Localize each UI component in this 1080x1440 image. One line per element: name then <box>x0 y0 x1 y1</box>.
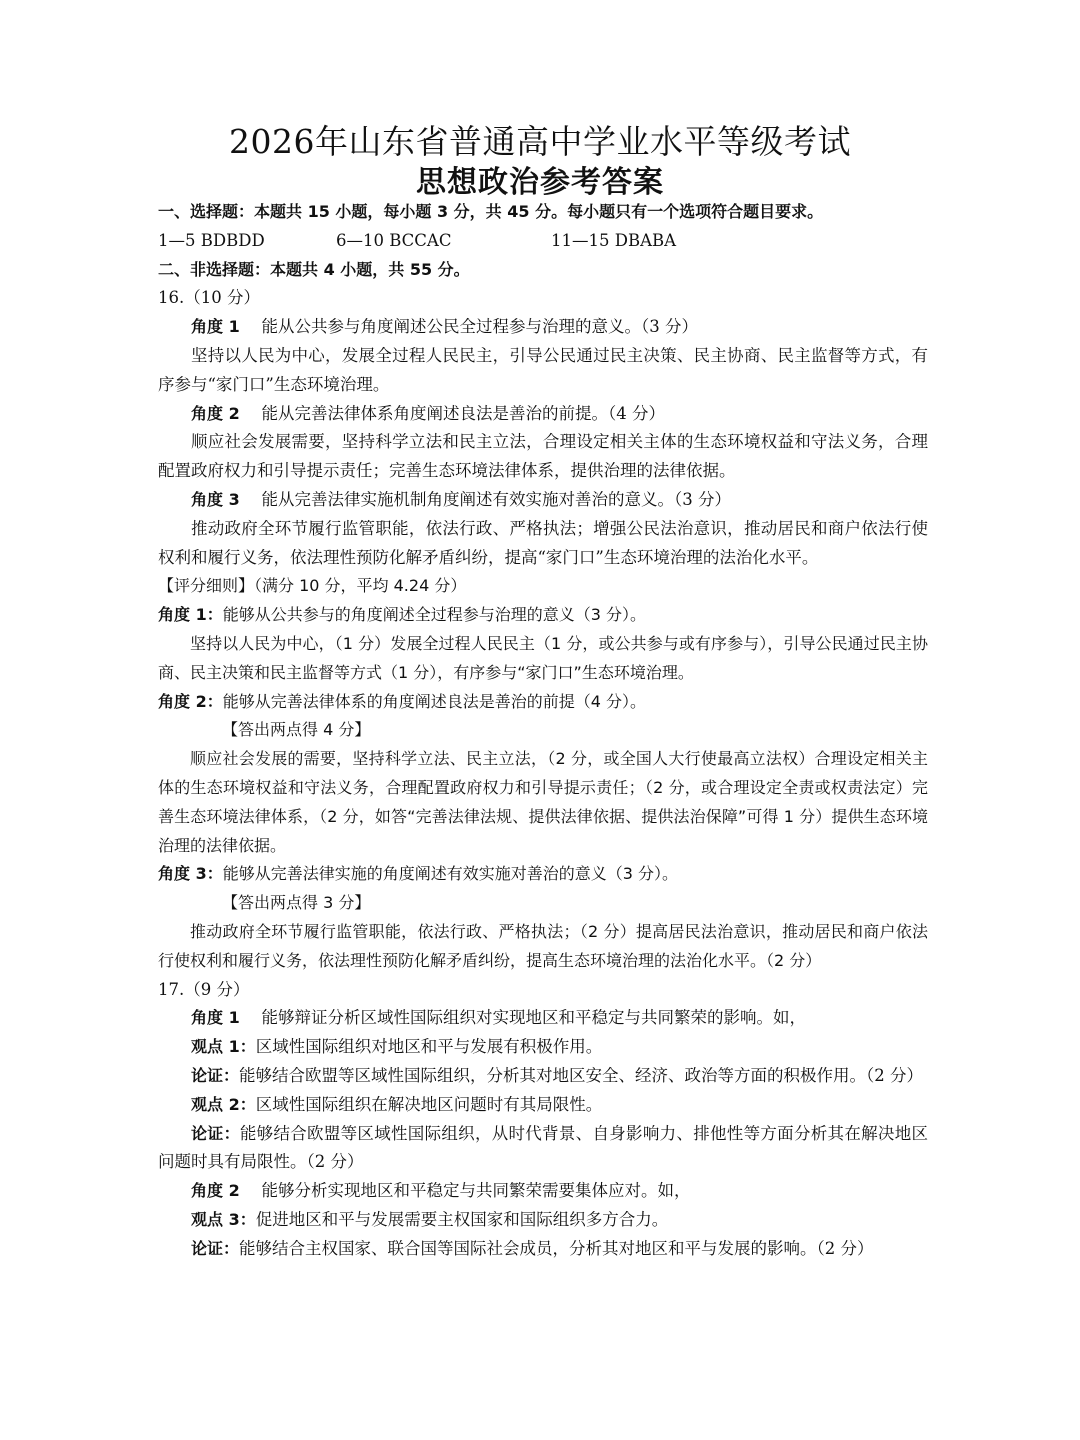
q16-angle-3-text: 能从完善法律实施机制角度阐述有效实施对善治的意义。（3 分） <box>261 489 731 509</box>
q16-angle-2 <box>158 400 928 429</box>
q16-angle-2-text: 能从完善法律体系角度阐述良法是善治的前提。（4 分） <box>261 403 665 423</box>
q17-view-2 <box>158 1091 928 1120</box>
q16-angle-2-body: 顺应社会发展需要，坚持科学立法和民主立法，合理设定相关主体的生态环境权益和守法义务，合理配置政府权力和引导提示责任；完善生态环境法律体系，提供治理的法律依据。 <box>158 432 928 481</box>
q17-argument-1 <box>158 1062 928 1091</box>
q17-angle-1-text: 能够辩证分析区域性国际组织对实现地区和平稳定与共同繁荣的影响。如， <box>261 1008 806 1028</box>
q16-rubric-title: 【评分细则】（满分 10 分，平均 4.24 分） <box>158 576 467 596</box>
q17-view-2-label: 观点 2： <box>191 1094 256 1114</box>
q16-rubric-2 <box>158 688 928 717</box>
choice-answer-1-5: 1—5 BDBDD <box>158 230 265 250</box>
q17-angle-1-label: 角度 1 <box>191 1008 240 1028</box>
q16-angle-1-body: 坚持以人民为中心，发展全过程人民民主，引导公民通过民主决策、民主协商、民主监督等方式，有序参与“家门口”生态环境治理。 <box>158 345 928 394</box>
q16-angle-1 <box>158 313 928 342</box>
q16-rubric-3-label: 角度 3： <box>158 864 223 884</box>
q16-rubric-2-body: 顺应社会发展的需要，坚持科学立法、民主立法，（2 分，或全国人大行使最高立法权）合理设定相关主体的生态环境权益和守法义务，合理配置政府权力和引导提示责任；（2 分，或合理设定全责或权责法定）完善生态环境法律体系，（2 分，如答“完善法律法规、提供法律依据、提供法治保障”可得 1 分）提供生态环境治理的法律依据。 <box>158 749 928 855</box>
q16-rubric-3-body: 推动政府全环节履行监管职能，依法行政、严格执法；（2 分）提高居民法治意识，推动居民和商户依法行使权利和履行义务，依法理性预防化解矛盾纠纷，提高生态环境治理的法治化水平。（2 分） <box>158 921 928 970</box>
q17-argument-2 <box>158 1120 928 1178</box>
q16-rubric-2-text: 能够从完善法律体系的角度阐述良法是善治的前提（4 分）。 <box>222 691 646 711</box>
page-title: 2026年山东省普通高中学业水平等级考试 <box>229 122 851 161</box>
choice-answer-11-15: 11—15 DBABA <box>551 230 677 250</box>
q17-view-3-label: 观点 3： <box>191 1209 256 1229</box>
q17-angle-2 <box>158 1177 928 1206</box>
q17-view-1-label: 观点 1： <box>191 1037 256 1057</box>
q17-angle-1 <box>158 1004 928 1033</box>
choice-answer-6-10: 6—10 BCCAC <box>336 230 452 250</box>
q17-argument-2-text: 能够结合欧盟等区域性国际组织，从时代背景、自身影响力、排他性等方面分析其在解决地区问题时具有局限性。（2 分） <box>158 1123 928 1172</box>
q16-rubric-1-body: 坚持以人民为中心，（1 分）发展全过程人民民主（1 分，或公共参与或有序参与），引导公民通过民主协商、民主决策和民主监督等方式（1 分），有序参与“家门口”生态环境治理。 <box>158 633 928 682</box>
q16-label: 16.（10 分） <box>158 288 260 308</box>
q17-argument-1-text: 能够结合欧盟等区域性国际组织，分析其对地区安全、经济、政治等方面的积极作用。（2 分） <box>239 1065 924 1085</box>
q16-rubric-3-note: 【答出两点得 3 分】 <box>222 893 371 913</box>
section-2-heading: 二、非选择题：本题共 4 小题，共 55 分。 <box>158 259 470 279</box>
q17-argument-2-label: 论证： <box>191 1123 240 1143</box>
q17-view-3-text: 促进地区和平与发展需要主权国家和国际组织多方合力。 <box>255 1209 669 1229</box>
answer-content <box>158 198 928 1263</box>
q17-view-3 <box>158 1206 928 1235</box>
q17-view-1 <box>158 1033 928 1062</box>
page-subtitle: 思想政治参考答案 <box>416 165 664 200</box>
q16-angle-3-body: 推动政府全环节履行监管职能，依法行政、严格执法；增强公民法治意识，推动居民和商户依法行使权利和履行义务，依法理性预防化解矛盾纠纷，提高“家门口”生态环境治理的法治化水平。 <box>158 518 928 567</box>
q16-rubric-1-text: 能够从公共参与的角度阐述全过程参与治理的意义（3 分）。 <box>222 605 646 625</box>
choice-answers <box>158 227 928 256</box>
q17-view-1-text: 区域性国际组织对地区和平与发展有积极作用。 <box>255 1037 603 1057</box>
q16-rubric-1-label: 角度 1： <box>158 605 223 625</box>
q16-angle-3-label: 角度 3 <box>191 489 240 509</box>
q16-rubric-2-label: 角度 2： <box>158 691 223 711</box>
q16-angle-2-label: 角度 2 <box>191 403 240 423</box>
q17-angle-2-label: 角度 2 <box>191 1181 240 1201</box>
q16-angle-1-label: 角度 1 <box>191 317 240 337</box>
q17-view-2-text: 区域性国际组织在解决地区问题时有其局限性。 <box>255 1094 603 1114</box>
q16-angle-1-text: 能从公共参与角度阐述公民全过程参与治理的意义。（3 分） <box>261 317 698 337</box>
q16-rubric-3-text: 能够从完善法律实施的角度阐述有效实施对善治的意义（3 分）。 <box>222 864 678 884</box>
q17-angle-2-text: 能够分析实现地区和平稳定与共同繁荣需要集体应对。如， <box>261 1181 691 1201</box>
q17-argument-3-label: 论证： <box>191 1238 240 1258</box>
q16-rubric-2-note: 【答出两点得 4 分】 <box>222 720 371 740</box>
q17-argument-3-text: 能够结合主权国家、联合国等国际社会成员，分析其对地区和平与发展的影响。（2 分） <box>239 1238 874 1258</box>
q17-label: 17.（9 分） <box>158 979 250 999</box>
q16-rubric-3 <box>158 860 928 889</box>
q17-argument-1-label: 论证： <box>191 1065 240 1085</box>
q17-argument-3 <box>158 1235 928 1264</box>
q16-angle-3 <box>158 486 928 515</box>
q16-rubric-1 <box>158 601 928 630</box>
section-1-heading: 一、选择题：本题共 15 小题，每小题 3 分，共 45 分。每小题只有一个选项符合题目要求。 <box>158 202 824 221</box>
